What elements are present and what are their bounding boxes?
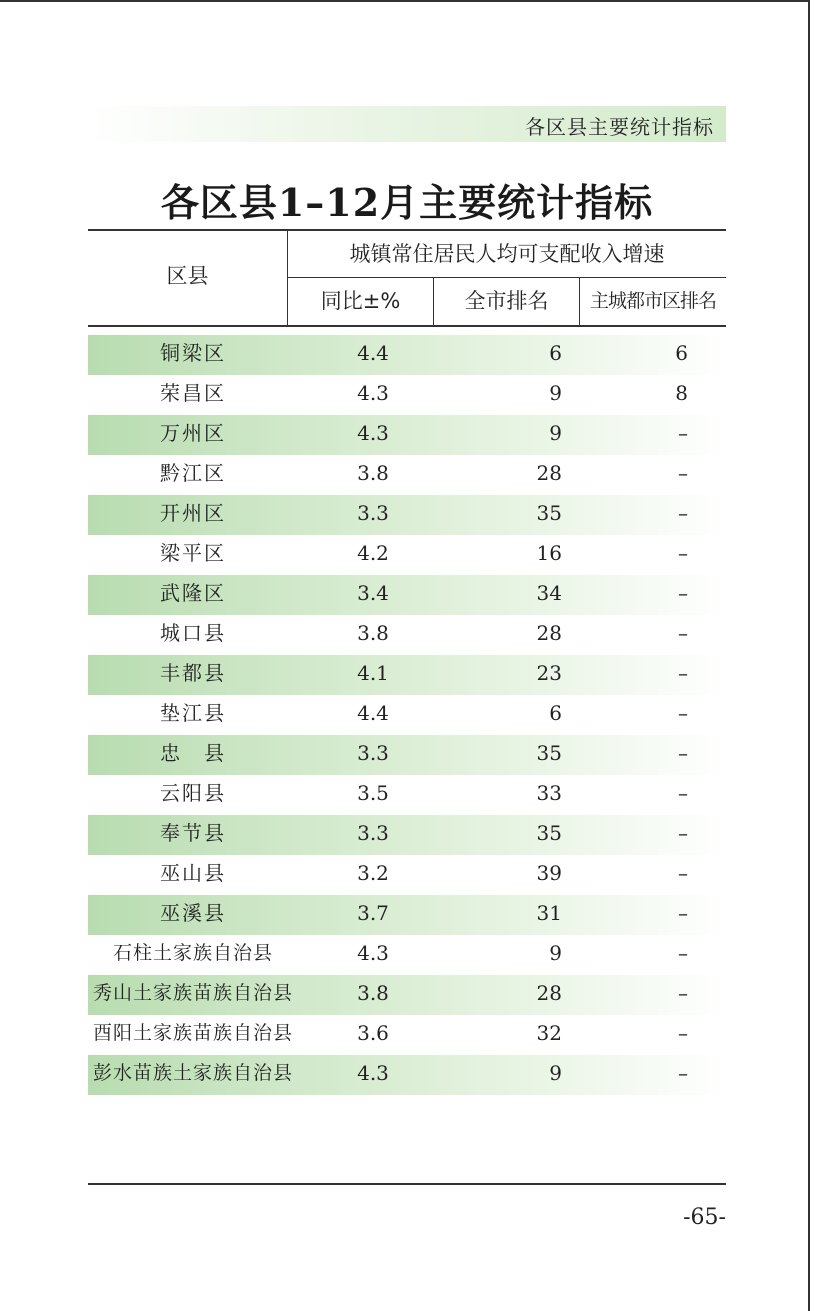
cell-yoy: 3.8 [357,981,389,1005]
table-row [88,735,726,775]
cell-city-rank: 33 [536,781,562,805]
table-row [88,335,726,375]
table-row [88,1055,726,1095]
table-row [88,895,726,935]
header-yoy: 同比±% [288,278,434,325]
cell-urban-rank: – [678,861,688,885]
cell-urban-rank: – [678,661,688,685]
table-header [88,229,726,327]
table-row [88,575,726,615]
cell-county: 荣昌区 [160,381,226,405]
cell-urban-rank: – [678,741,688,765]
cell-city-rank: 9 [549,421,562,445]
cell-county: 巫溪县 [160,901,226,925]
cell-urban-rank: – [678,541,688,565]
cell-county: 梁平区 [160,541,226,565]
cell-county: 开州区 [160,501,226,525]
cell-county: 酉阳土家族苗族自治县 [92,1022,293,1044]
table-row [88,695,726,735]
cell-yoy: 4.3 [357,421,389,445]
cell-county: 石柱土家族自治县 [112,942,273,964]
table-row [88,535,726,575]
cell-city-rank: 34 [536,581,562,605]
cell-yoy: 3.4 [357,581,389,605]
cell-city-rank: 39 [536,861,562,885]
cell-city-rank: 35 [536,501,562,525]
cell-yoy: 3.3 [357,741,389,765]
section-banner [88,106,726,142]
table-row [88,775,726,815]
cell-urban-rank: 6 [675,341,688,365]
cell-urban-rank: – [678,501,688,525]
table-row [88,1015,726,1055]
cell-urban-rank: – [678,1021,688,1045]
cell-county: 秀山土家族苗族自治县 [92,982,293,1004]
cell-city-rank: 9 [549,1061,562,1085]
cell-yoy: 3.6 [357,1021,389,1045]
cell-county: 彭水苗族土家族自治县 [92,1062,293,1084]
cell-county: 云阳县 [160,781,226,805]
cell-city-rank: 23 [536,661,562,685]
cell-city-rank: 6 [549,701,562,725]
cell-urban-rank: – [678,781,688,805]
cell-yoy: 3.8 [357,461,389,485]
cell-urban-rank: – [678,821,688,845]
cell-city-rank: 31 [536,901,562,925]
table-row [88,975,726,1015]
section-label: 各区县主要统计指标 [525,115,714,139]
cell-yoy: 4.3 [357,381,389,405]
cell-county: 黔江区 [160,461,226,485]
cell-urban-rank: – [678,461,688,485]
table-row [88,415,726,455]
cell-urban-rank: – [678,1061,688,1085]
cell-urban-rank: – [678,941,688,965]
table-row [88,935,726,975]
table-row [88,855,726,895]
cell-county: 巫山县 [160,861,226,885]
table-row [88,815,726,855]
cell-yoy: 4.3 [357,1061,389,1085]
table-row [88,375,726,415]
cell-yoy: 4.2 [357,541,389,565]
cell-urban-rank: – [678,581,688,605]
cell-urban-rank: – [678,701,688,725]
cell-yoy: 3.3 [357,821,389,845]
cell-yoy: 3.5 [357,781,389,805]
table-row [88,655,726,695]
cell-urban-rank: – [678,981,688,1005]
cell-urban-rank: – [678,421,688,445]
page-number: -65- [683,1205,726,1230]
cell-city-rank: 35 [536,741,562,765]
cell-yoy: 4.1 [357,661,389,685]
cell-city-rank: 32 [536,1021,562,1045]
cell-urban-rank: – [678,621,688,645]
cell-county: 万州区 [160,421,226,445]
page-title: 各区县1–12月主要统计指标 [160,180,654,225]
header-county: 区县 [88,231,288,325]
cell-yoy: 3.8 [357,621,389,645]
cell-city-rank: 28 [536,981,562,1005]
cell-county: 铜梁区 [160,341,226,365]
cell-city-rank: 16 [536,541,562,565]
cell-yoy: 3.7 [357,901,389,925]
cell-yoy: 4.4 [357,341,389,365]
table-row [88,495,726,535]
cell-yoy: 4.4 [357,701,389,725]
cell-city-rank: 35 [536,821,562,845]
footer-rule [88,1183,726,1185]
table-row [88,455,726,495]
header-urban-rank: 主城都市区排名 [589,290,716,312]
cell-county: 垫江县 [160,701,226,725]
cell-county: 忠 县 [160,741,226,765]
cell-yoy: 3.3 [357,501,389,525]
cell-county: 武隆区 [160,581,226,605]
cell-county: 城口县 [160,621,226,645]
table-body [88,335,726,1095]
cell-city-rank: 9 [549,941,562,965]
cell-city-rank: 28 [536,621,562,645]
table-row [88,615,726,655]
cell-county: 丰都县 [160,661,226,685]
cell-yoy: 3.2 [357,861,389,885]
cell-city-rank: 6 [549,341,562,365]
cell-urban-rank: 8 [675,381,688,405]
cell-urban-rank: – [678,901,688,925]
cell-county: 奉节县 [160,821,226,845]
header-income-growth: 城镇常住居民人均可支配收入增速 [288,231,726,278]
cell-city-rank: 28 [536,461,562,485]
header-city-rank: 全市排名 [434,278,580,325]
cell-yoy: 4.3 [357,941,389,965]
cell-city-rank: 9 [549,381,562,405]
